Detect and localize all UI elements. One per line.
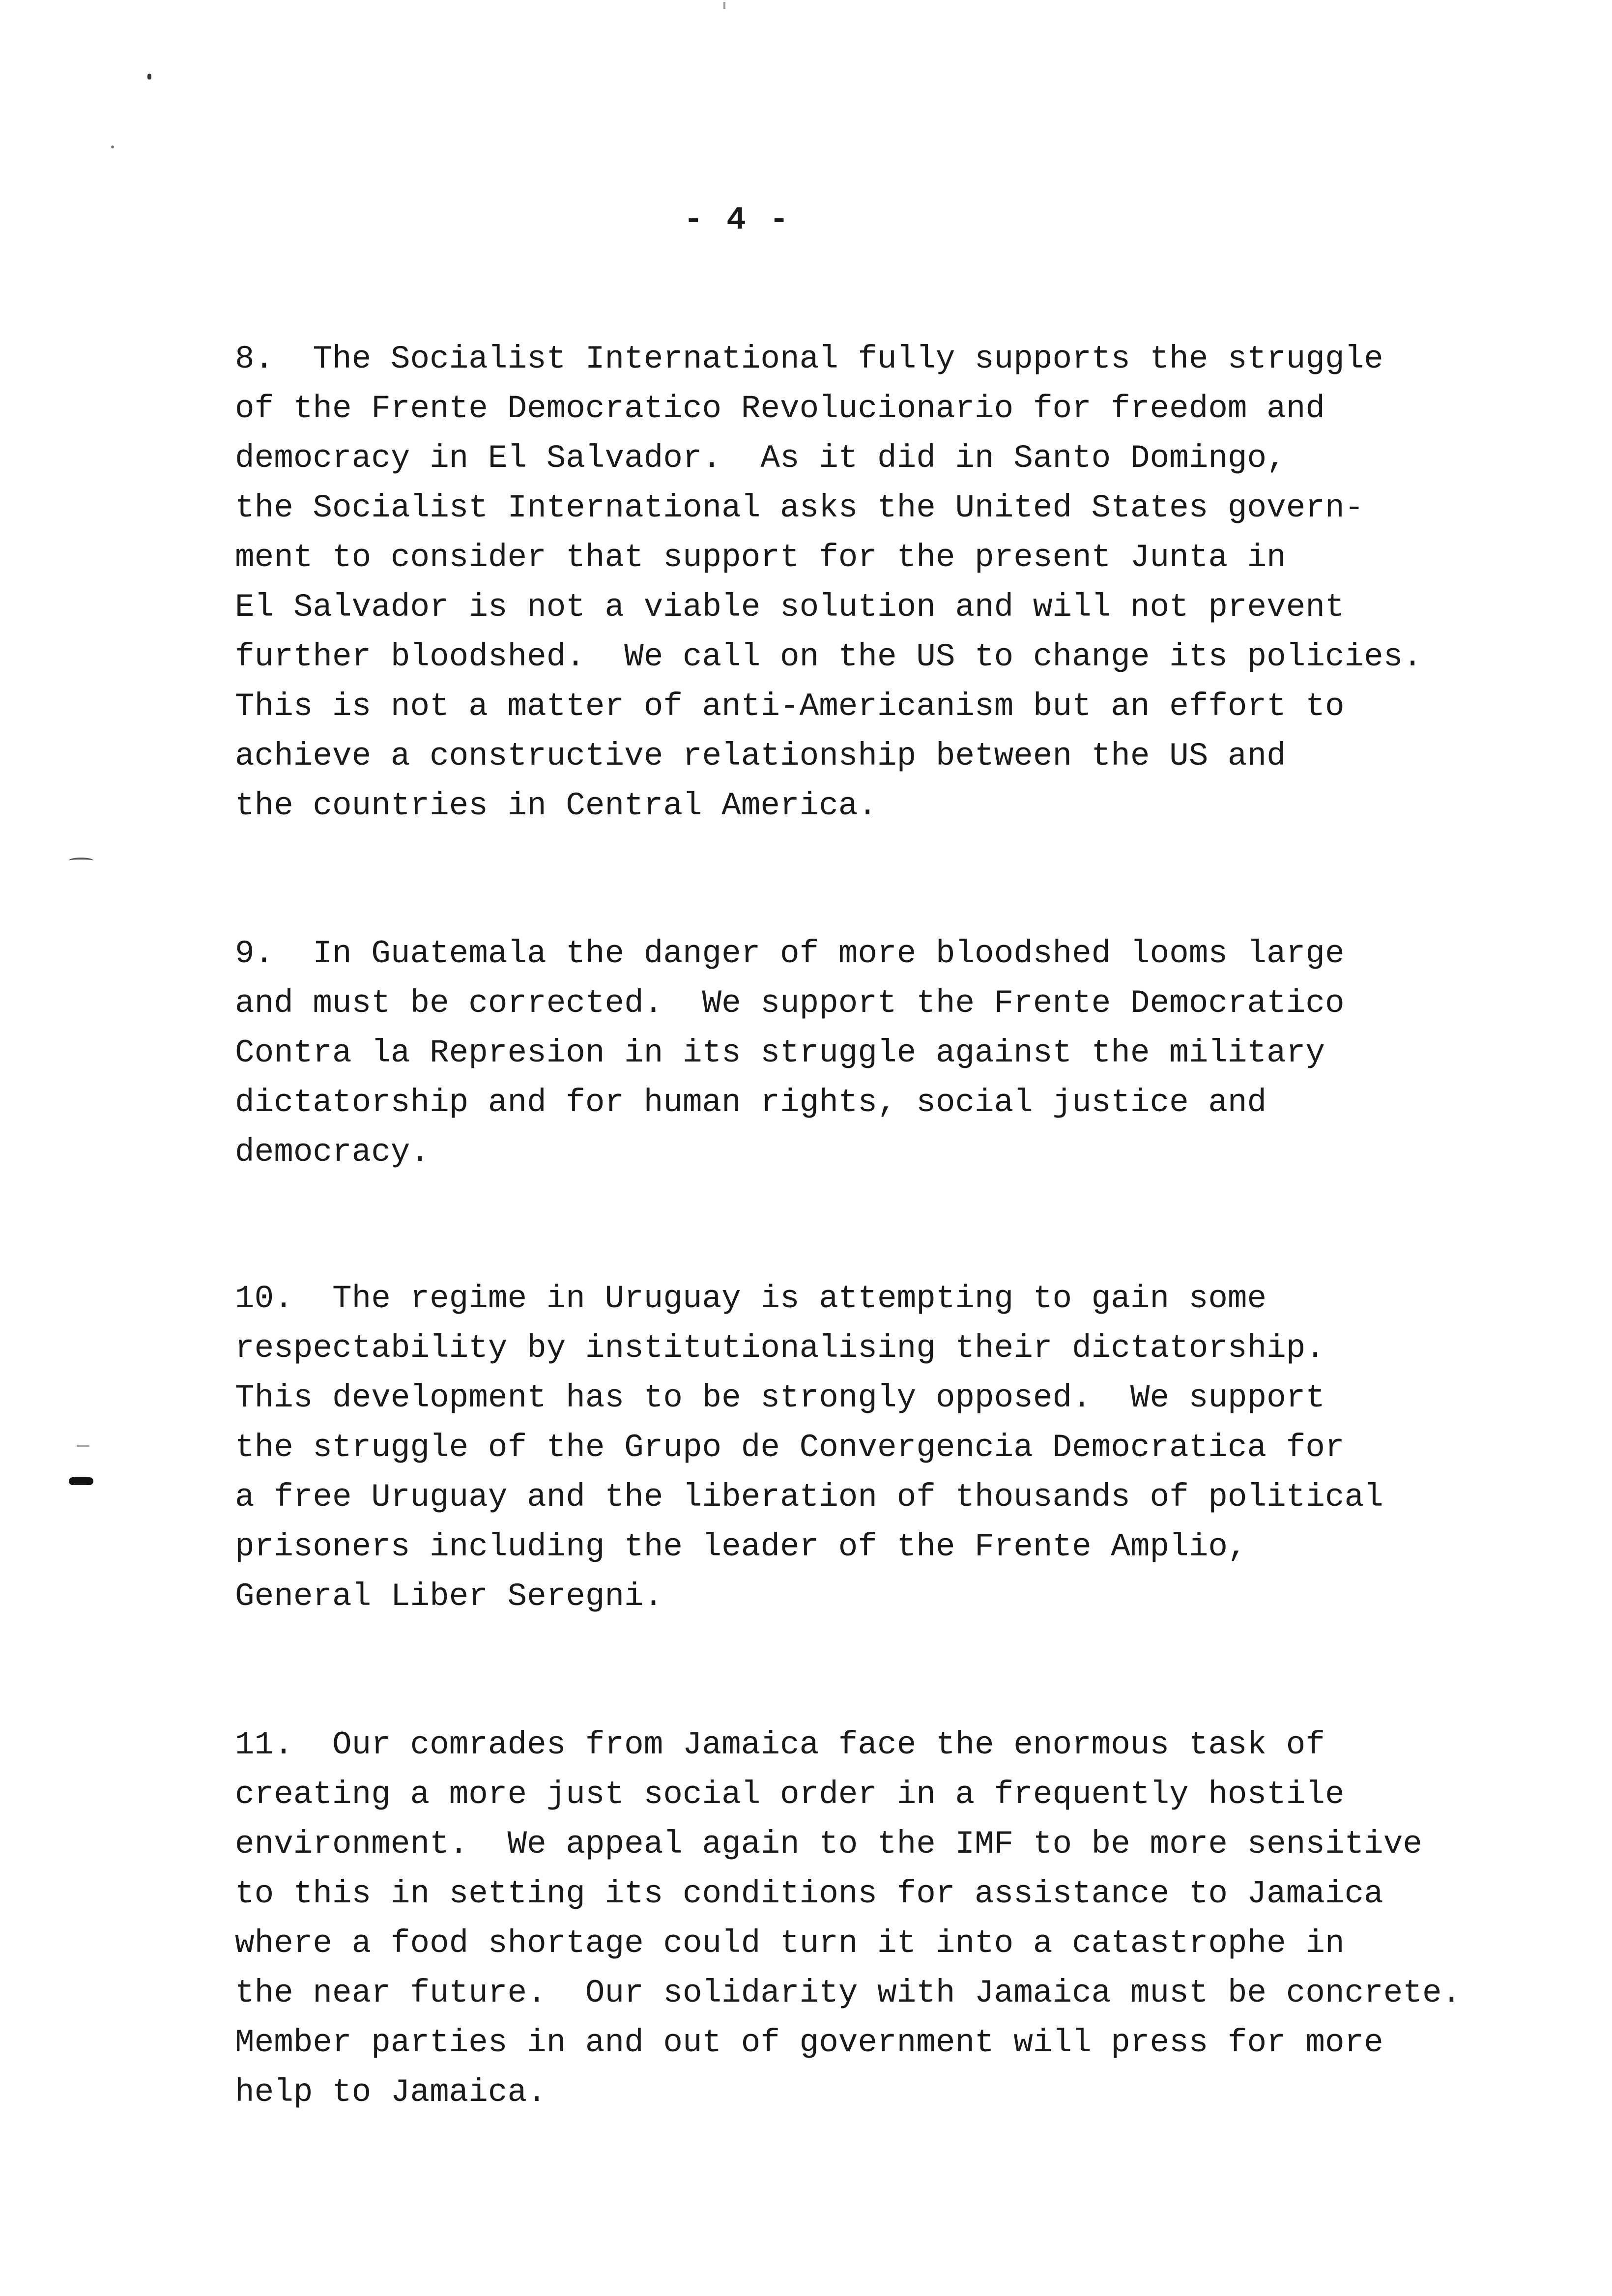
text-line: creating a more just social order in a frequently hostile [235,1776,1345,1813]
text-line: help to Jamaica. [235,2074,547,2111]
paragraph-11 [235,1720,1552,2117]
text-line: respectability by institutionalising their dictatorship. [235,1330,1325,1367]
text-line: Contra la Represion in its struggle against the military [235,1034,1325,1071]
margin-mark [69,1477,93,1485]
paragraph-9 [235,929,1552,1177]
text-line: ment to consider that support for the present Junta in [235,539,1286,576]
text-line: the Socialist International asks the United States govern- [235,489,1364,526]
text-line: and must be corrected. We support the Frente Democratico [235,985,1345,1022]
text-line: 11. Our comrades from Jamaica face the enormous task of [235,1726,1325,1763]
scan-speck [147,74,151,80]
text-line: a free Uruguay and the liberation of thousands of political [235,1479,1383,1516]
text-line: of the Frente Democratico Revolucionario for freedom and [235,390,1325,427]
scan-speck [723,2,725,9]
paragraph-8 [235,334,1552,831]
text-line: democracy in El Salvador. As it did in Santo Domingo, [235,440,1286,477]
text-line: El Salvador is not a viable solution and will not prevent [235,589,1345,626]
text-line: the struggle of the Grupo de Convergencia Democratica for [235,1429,1345,1466]
scan-speck [111,145,114,148]
text-line: This is not a matter of anti-Americanism but an effort to [235,688,1345,725]
text-line: where a food shortage could turn it into a catastrophe in [235,1925,1345,1962]
text-line: the near future. Our solidarity with Jamaica must be concrete. [235,1975,1462,2011]
text-line: Member parties in and out of government will press for more [235,2024,1383,2061]
scan-arc [69,858,93,863]
scan-dash [77,1445,89,1447]
text-line: prisoners including the leader of the Frente Amplio, [235,1528,1247,1565]
text-line: This development has to be strongly opposed. We support [235,1379,1325,1416]
text-line: to this in setting its conditions for assistance to Jamaica [235,1875,1383,1912]
text-line: the countries in Central America. [235,787,878,824]
text-line: environment. We appeal again to the IMF to be more sensitive [235,1826,1422,1863]
text-line: achieve a constructive relationship between the US and [235,738,1286,775]
text-line: dictatorship and for human rights, social justice and [235,1084,1267,1121]
text-line: 9. In Guatemala the danger of more bloodshed looms large [235,935,1345,972]
page-number: - 4 - [683,201,791,238]
text-line: further bloodshed. We call on the US to change its policies. [235,638,1422,675]
text-line: democracy. [235,1134,430,1171]
text-line: 8. The Socialist International fully supports the struggle [235,341,1383,377]
text-line: 10. The regime in Uruguay is attempting to gain some [235,1280,1267,1317]
text-line: General Liber Seregni. [235,1578,663,1615]
paragraph-10 [235,1274,1552,1621]
